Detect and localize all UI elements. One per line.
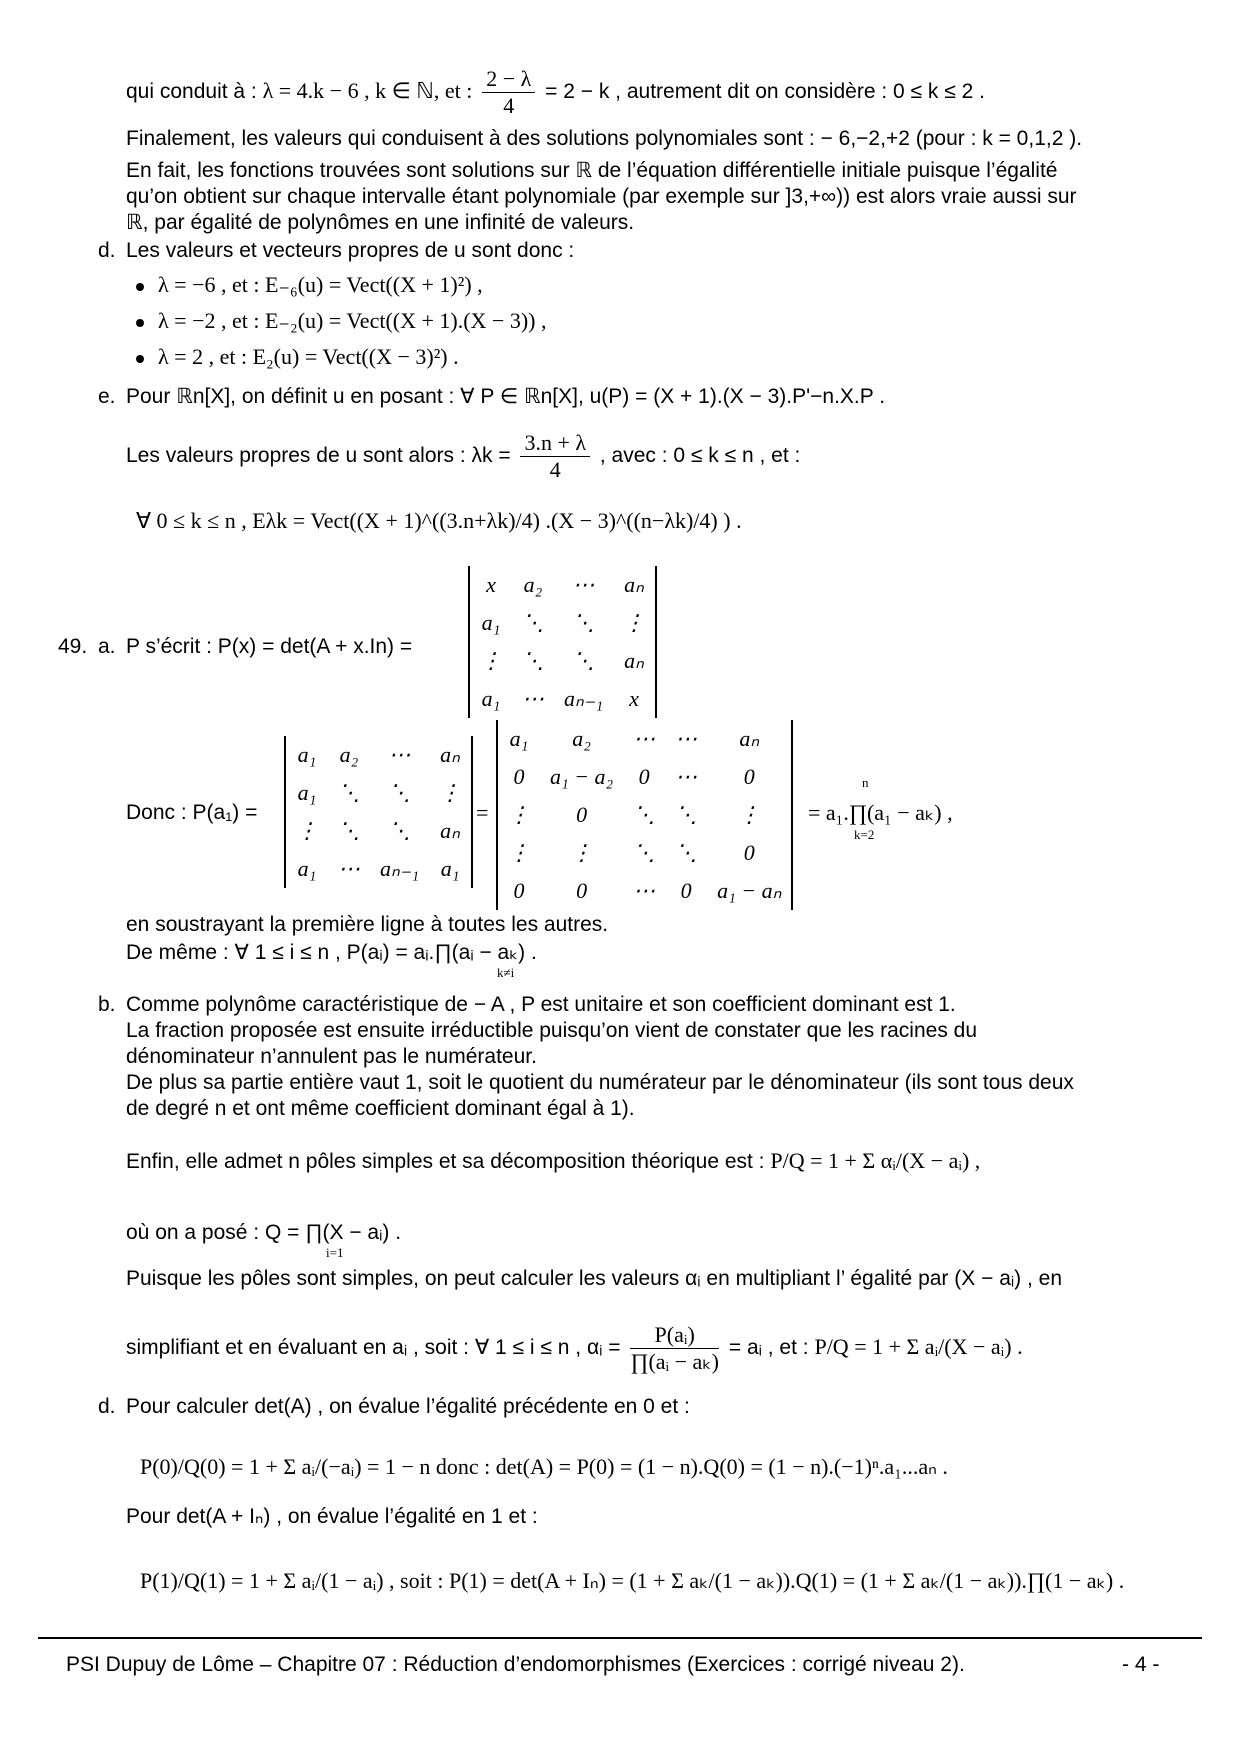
matrix-cell: 0	[576, 878, 588, 903]
matrix-cell: aₙ	[440, 818, 460, 843]
section-label: e.	[98, 385, 116, 408]
fraction-numerator: P(aᵢ)	[630, 1322, 719, 1349]
matrix-cell: ⋯	[675, 764, 698, 789]
matrix-cell: a₁	[481, 610, 501, 635]
fraction	[630, 1322, 719, 1375]
matrix-cell: a₂	[523, 572, 543, 597]
matrix-cell: ⋮	[738, 802, 761, 827]
math-line: ∀ 0 ≤ k ≤ n , Eλk = Vect((X + 1)^((3.n+λk)/4) .(X − 3)^((n−λk)/4) ) .	[136, 508, 742, 533]
text-line: qu’on obtient sur chaque intervalle étant polynomiale (par exemple sur ]3,+∞)) est alors vraie aussi sur	[126, 185, 1077, 208]
text-line: De même : ∀ 1 ≤ i ≤ n , P(aᵢ) = aᵢ.∏(aᵢ − aₖ) .	[126, 941, 537, 964]
matrix-cell: 0	[638, 764, 650, 789]
text-line: Pour ℝn[X], on définit u en posant : ∀ P ∈ ℝn[X], u(P) = (X + 1).(X − 3).P'−n.X.P .	[126, 385, 886, 408]
text-line: Donc : P(a₁) =	[126, 801, 258, 824]
text-fragment: = 2 − k , autrement dit on considère : 0 ≤ k ≤ 2 .	[545, 80, 985, 104]
math-expression: P/Q = 1 + Σ aᵢ/(X − aᵢ) .	[814, 1334, 1023, 1360]
determinant-3	[496, 720, 793, 910]
bullet-icon	[136, 319, 144, 327]
matrix-table	[498, 720, 791, 910]
text-line	[126, 1322, 1023, 1375]
text-line: de degré n et ont même coefficient dominant égal à 1).	[126, 1097, 635, 1120]
matrix-cell: 0	[576, 802, 588, 827]
text-line	[126, 430, 800, 483]
text-line: Les valeurs et vecteurs propres de u sont donc :	[126, 239, 575, 262]
matrix-cell: ⋯	[388, 742, 411, 767]
matrix-cell: ⋮	[623, 610, 646, 635]
fraction-numerator: 3.n + λ	[520, 430, 590, 457]
text-line: Finalement, les valeurs qui conduisent à des solutions polynomiales sont : − 6,−2,+2 (pour : k = 0,1,2 ).	[126, 127, 1083, 150]
matrix-cell: ⋯	[338, 856, 360, 881]
matrix-cell: 0	[743, 764, 755, 789]
bullet-text: λ = −6 , et : E₋₆(u) = Vect((X + 1)²) ,	[158, 272, 483, 297]
matrix-cell: ⋯	[675, 726, 698, 751]
matrix-cell: ⋱	[522, 610, 544, 635]
matrix-cell: ⋱	[338, 780, 360, 805]
section-label: a.	[98, 635, 116, 658]
bullet-icon	[136, 283, 144, 291]
equals-sign: =	[476, 800, 489, 825]
math-line: P(0)/Q(0) = 1 + Σ aᵢ/(−aᵢ) = 1 − n donc : det(A) = P(0) = (1 − n).Q(0) = (1 − n).(−1)ⁿ.a₁...aₙ .	[140, 1454, 948, 1479]
product-lower-bound: i=1	[326, 1245, 344, 1260]
text-fragment: Enfin, elle admet n pôles simples et sa décomposition théorique est :	[126, 1150, 765, 1173]
fraction-denominator: 4	[549, 457, 561, 482]
text-line: en soustrayant la première ligne à toutes les autres.	[126, 913, 609, 936]
math-expression: = a₁.∏(a₁ − aₖ) ,	[808, 800, 953, 825]
fraction-denominator: ∏(aᵢ − aₖ)	[630, 1349, 719, 1374]
text-line: ℝ, par égalité de polynômes en une infinité de valeurs.	[126, 211, 635, 234]
matrix-cell: a₁	[440, 856, 460, 881]
fraction-numerator: 2 − λ	[482, 66, 535, 93]
bullet-text: λ = 2 , et : E₂(u) = Vect((X − 3)²) .	[158, 344, 459, 369]
matrix-cell: aₙ	[624, 648, 644, 673]
fraction-denominator: 4	[503, 93, 515, 118]
text-line: Pour calculer det(A) , on évalue l’égalité précédente en 0 et :	[126, 1395, 690, 1418]
text-line	[126, 1148, 980, 1175]
matrix-cell: ⋮	[296, 818, 318, 843]
math-expression: P/Q = 1 + Σ αᵢ/(X − aᵢ) ,	[770, 1148, 981, 1173]
matrix-cell: aₙ	[440, 742, 460, 767]
text-line: La fraction proposée est ensuite irréductible puisqu’on vient de constater que les racines du	[126, 1019, 978, 1042]
matrix-cell: a₂	[572, 726, 591, 751]
matrix-cell: ⋯	[522, 686, 544, 711]
matrix-table	[470, 566, 655, 718]
text-fragment: = aᵢ , et :	[728, 1336, 809, 1360]
bullet-item	[136, 272, 483, 298]
bullet-icon	[136, 355, 144, 363]
text-fragment: simplifiant et en évaluant en aᵢ , soit : ∀ 1 ≤ i ≤ n , αᵢ =	[126, 1336, 621, 1360]
matrix-cell: ⋱	[338, 818, 360, 843]
matrix-cell: x	[629, 686, 639, 711]
text-line: où on a posé : Q = ∏(X − aᵢ) .	[126, 1221, 402, 1244]
matrix-cell: ⋮	[508, 802, 530, 827]
product-lower-bound: k=2	[854, 827, 875, 842]
footer-title: PSI Dupuy de Lôme – Chapitre 07 : Réduction d’endomorphismes (Exercices : corrigé niveau 2).	[66, 1653, 965, 1676]
text-line: De plus sa partie entière vaut 1, soit le quotient du numérateur par le dénominateur (ils sont tous deux	[126, 1071, 1074, 1094]
matrix-cell: ⋱	[633, 802, 656, 827]
matrix-cell: aₙ	[624, 572, 644, 597]
section-label: d.	[98, 1395, 116, 1418]
matrix-cell: a₁	[297, 742, 317, 767]
product-upper-bound: n	[862, 775, 869, 790]
matrix-cell: a₁	[297, 780, 317, 805]
math-line: P(1)/Q(1) = 1 + Σ aᵢ/(1 − aᵢ) , soit : P(1) = det(A + Iₙ) = (1 + Σ aₖ/(1 − aₖ)).Q(1) = (1 + Σ aₖ/(1 − aₖ)).∏(1 − aₖ) .	[140, 1568, 1125, 1593]
determinant-2	[284, 736, 473, 888]
bullet-text: λ = −2 , et : E₋₂(u) = Vect((X + 1).(X − 3)) ,	[158, 308, 547, 333]
text-line: En fait, les fonctions trouvées sont solutions sur ℝ de l’équation différentielle initiale puisque l’égalité	[126, 159, 1058, 182]
matrix-cell: 0	[513, 764, 525, 789]
matrix-cell: ⋱	[633, 840, 656, 865]
matrix-cell: a₁	[481, 686, 501, 711]
fraction	[482, 66, 535, 119]
matrix-cell: aₙ	[739, 726, 760, 751]
matrix-cell: ⋮	[508, 840, 530, 865]
text-line: Pour det(A + Iₙ) , on évalue l’égalité en 1 et :	[126, 1505, 538, 1528]
matrix-cell: ⋱	[675, 840, 698, 865]
fraction	[520, 430, 590, 483]
text-line	[126, 66, 985, 119]
exercise-number: 49.	[58, 635, 88, 658]
matrix-cell: aₙ₋₁	[564, 686, 604, 711]
matrix-cell: ⋱	[388, 780, 411, 805]
matrix-cell: ⋯	[633, 878, 656, 903]
matrix-cell: 0	[513, 878, 525, 903]
matrix-cell: ⋱	[572, 648, 595, 673]
text-line: Comme polynôme caractéristique de − A , P est unitaire et son coefficient dominant est 1.	[126, 993, 956, 1016]
matrix-cell: aₙ₋₁	[380, 856, 420, 881]
matrix-cell: 0	[680, 878, 692, 903]
matrix-cell: 0	[743, 840, 755, 865]
text-line: dénominateur n’annulent pas le numérateur.	[126, 1045, 537, 1068]
matrix-cell: ⋯	[572, 572, 595, 597]
section-label: b.	[98, 993, 116, 1016]
matrix-cell: ⋱	[572, 610, 595, 635]
matrix-cell: ⋮	[439, 780, 462, 805]
matrix-cell: ⋱	[675, 802, 698, 827]
bullet-item	[136, 344, 459, 370]
matrix-cell: x	[486, 572, 496, 597]
matrix-cell: a₂	[339, 742, 359, 767]
matrix-cell: a₁ − a₂	[550, 764, 614, 789]
text-fragment: qui conduit à :	[126, 80, 257, 104]
matrix-cell: ⋱	[522, 648, 544, 673]
text-line: P s’écrit : P(x) = det(A + x.In) =	[126, 635, 413, 658]
determinant-1	[468, 566, 657, 718]
matrix-cell: ⋯	[633, 726, 656, 751]
bullet-item	[136, 308, 547, 334]
product-lower-bound: k≠i	[497, 965, 515, 980]
matrix-cell: ⋮	[570, 840, 593, 865]
text-fragment: Les valeurs propres de u sont alors : λk =	[126, 444, 511, 468]
section-label: d.	[98, 239, 116, 262]
math-expression: λ = 4.k − 6 , k ∈ ℕ, et :	[262, 78, 473, 104]
matrix-cell: ⋮	[480, 648, 502, 673]
matrix-cell: ⋱	[388, 818, 411, 843]
matrix-cell: a₁	[509, 726, 529, 751]
footer-rule	[38, 1637, 1202, 1639]
text-line: Puisque les pôles sont simples, on peut calculer les valeurs αᵢ en multipliant l’ égalité par (X − aᵢ) , en	[126, 1267, 1063, 1290]
matrix-cell: a₁ − aₙ	[717, 878, 782, 903]
matrix-cell: a₁	[297, 856, 317, 881]
matrix-table	[286, 736, 471, 888]
text-fragment: , avec : 0 ≤ k ≤ n , et :	[599, 444, 801, 468]
page-number: - 4 -	[1122, 1653, 1160, 1676]
